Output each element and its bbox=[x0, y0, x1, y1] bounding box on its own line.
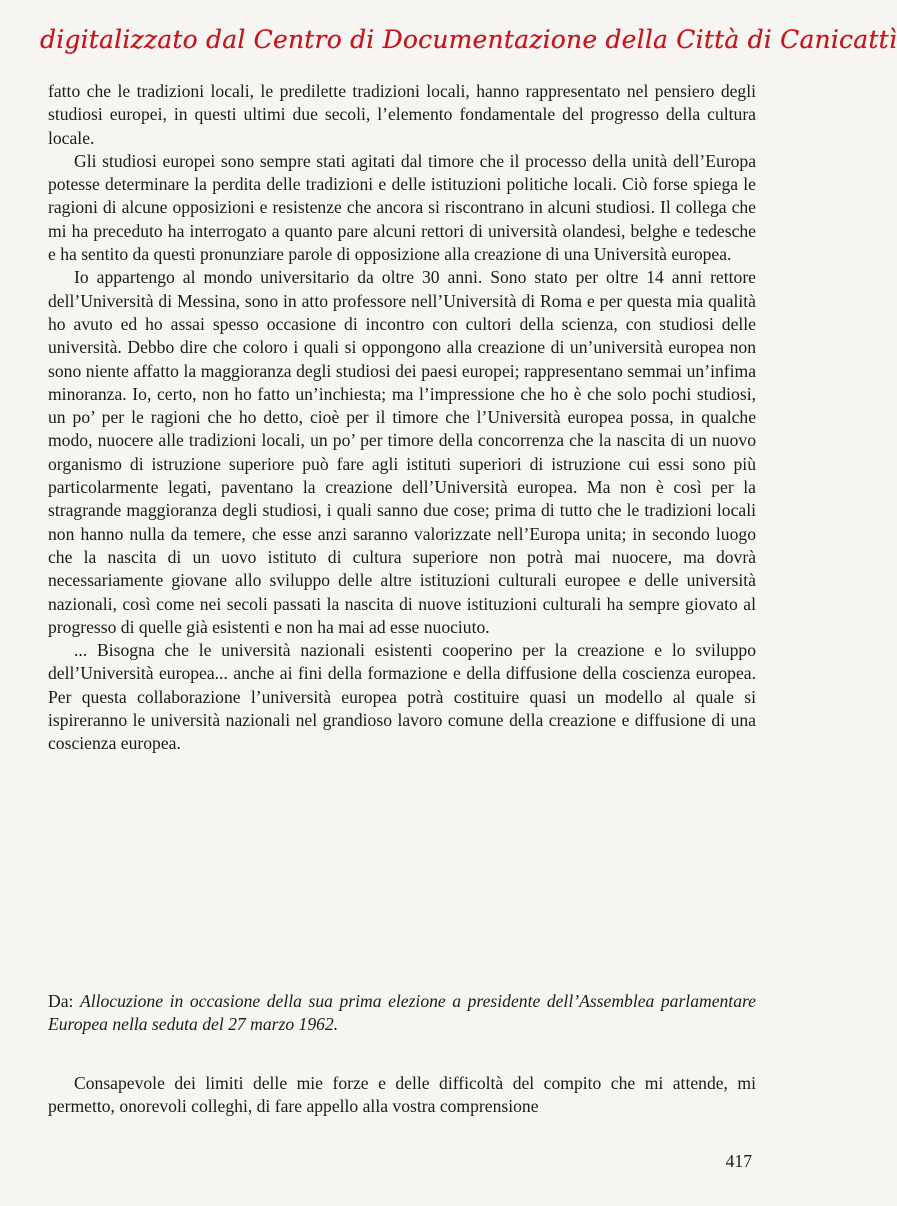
source-citation bbox=[48, 990, 756, 1037]
paragraph-1: fatto che le tradizioni locali, le predilette tradizioni locali, hanno rappresentato nel pensiero degli studiosi europei, in questi ultimi due secoli, l’elemento fondamentale del progresso della cultura locale. bbox=[48, 81, 756, 148]
page-number: 417 bbox=[725, 1151, 752, 1171]
paragraph-2: Gli studiosi europei sono sempre stati agitati dal timore che il processo della unità dell’Europa potesse determinare la perdita delle tradizioni e delle istituzioni politiche locali. Ciò forse spiega le ragioni di alcune opposizioni e resistenze che ancora si riscontrano in alcuni studiosi. Il collega che mi ha preceduto ha interrogato a quanto pare alcuni rettori di università olandesi, belghe e tedesche e ha sentito da questi pronunziare parole di opposizione alla creazione di una Università europea. bbox=[48, 150, 756, 265]
source-title: Allocuzione in occasione della sua prima elezione a presidente dell’Assemblea parlamentare Europea nella seduta del 27 marzo 1962. bbox=[48, 991, 756, 1035]
digitization-watermark: digitalizzato dal Centro di Documentazione della Città di Canicattì bbox=[40, 25, 897, 54]
paragraph-3: Io appartengo al mondo universitario da oltre 30 anni. Sono stato per oltre 14 anni rettore dell’Università di Messina, sono in atto professore nell’Università di Roma e per questa mia qualità ho avuto ed ho assai spesso occasione di incontro con cultori della scienza, con studiosi delle università. Debbo dire che coloro i quali si oppongono alla creazione di un’università europea non sono niente affatto la maggioranza degli studiosi dei paesi europei; rappresentano semmai un’infima minoranza. Io, certo, non ho fatto un’inchiesta; ma l’impressione che ho è che solo pochi studiosi, un po’ per le ragioni che ho detto, cioè per il timore che l’Università europea possa, in qualche modo, nuocere alle tradizioni locali, un po’ per timore della concorrenza che la nascita di un nuovo organismo di istruzione superiore può fare agli istituti superiori di istruzione cui essi sono più particolarmente legati, paventano la creazione dell’Università europea. Ma non è così per la stragrande maggioranza degli studiosi, i quali sanno due cose; prima di tutto che le tradizioni locali non hanno nulla da temere, che esse anzi saranno valorizzate nell’Europa unita; in secondo luogo che la nascita di un uovo istituto di cultura superiore non potrà mai nuocere, ma dovrà necessariamente giovane allo sviluppo delle altre istituzioni culturali europee e delle università nazionali, così come nei secoli passati la nascita di nuove istituzioni culturali ha sempre giovato al progresso di quelle già esistenti e non ha mai ad esse nuociuto. bbox=[48, 267, 756, 637]
final-paragraph: Consapevole dei limiti delle mie forze e delle difficoltà del compito che mi attende, mi permetto, onorevoli colleghi, di fare appello alla vostra comprensione bbox=[48, 1073, 756, 1117]
source-prefix: Da: bbox=[48, 991, 80, 1011]
body-text bbox=[48, 80, 756, 756]
paragraph-4: ... Bisogna che le università nazionali esistenti cooperino per la creazione e lo sviluppo dell’Università europea... anche ai fini della formazione e della diffusione della coscienza europea. Per questa collaborazione l’università europea potrà costituire quasi un modello al quale si ispireranno le università nazionali nel grandioso lavoro comune della creazione e diffusione di una coscienza europea. bbox=[48, 640, 756, 754]
